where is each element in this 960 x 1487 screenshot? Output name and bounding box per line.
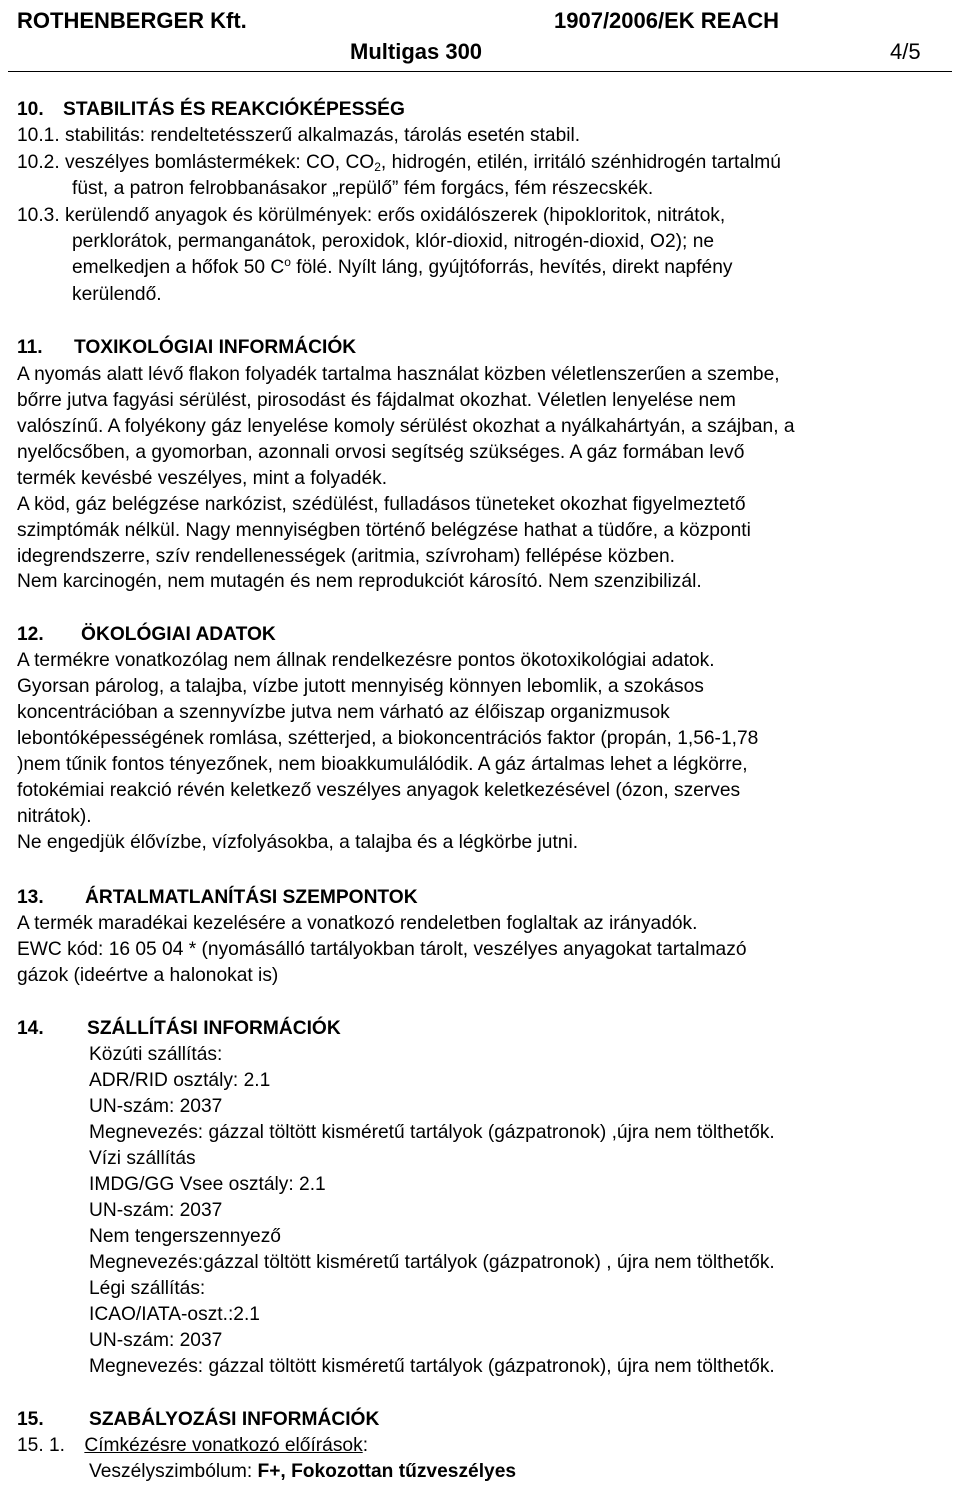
section-title: ÖKOLÓGIAI ADATOK — [81, 624, 276, 645]
text-run: 10.2. veszélyes bomlástermékek: CO, CO — [17, 152, 375, 173]
section-number: 11. — [17, 337, 43, 358]
section-12-heading — [17, 623, 276, 647]
regulation-ref: 1907/2006/EK REACH — [554, 8, 780, 33]
body-line: valószínű. A folyékony gáz lenyelése komoly sérülést okozhat a nyálkahártyán, a szájban, a — [17, 416, 795, 437]
paragraph-10-3-cont — [72, 256, 733, 280]
section-number: 15. — [17, 1409, 44, 1430]
transport-line: UN-szám: 2037 — [89, 1096, 223, 1117]
paragraph-10-1: 10.1. stabilitás: rendeltetésszerű alkalmazás, tárolás esetén stabil. — [17, 125, 581, 146]
body-line: bőrre jutva fagyási sérülést, pirosodást és fájdalmat okozhat. Véletlen lenyelése nem — [17, 390, 736, 411]
transport-line: Közúti szállítás: — [89, 1044, 223, 1065]
transport-line: Megnevezés:gázzal töltött kisméretű tartályok (gázpatronok) , újra nem tölthetők. — [89, 1252, 775, 1273]
section-title: TOXIKOLÓGIAI INFORMÁCIÓK — [73, 337, 357, 358]
company-name: ROTHENBERGER Kft. — [17, 8, 247, 33]
body-line: lebontóképességének romlása, szétterjed, a biokoncentrációs faktor (propán, 1,56-1,78 — [17, 728, 759, 749]
section-title: ÁRTALMATLANÍTÁSI SZEMPONTOK — [85, 887, 418, 908]
transport-line: UN-szám: 2037 — [89, 1330, 223, 1351]
body-line: idegrendszerre, szív rendellenességek (aritmia, szívroham) fellépése közben. — [17, 546, 676, 567]
section-number: 10. — [17, 99, 44, 120]
body-line: gázok (ideértve a halonokat is) — [17, 965, 279, 986]
body-line: Ne engedjük élővízbe, vízfolyásokba, a talajba és a légkörbe jutni. — [17, 832, 579, 853]
body-line: koncentrációban a szennyvízbe jutva nem várható az élőiszap organizmusok — [17, 702, 670, 723]
subscript: 2 — [374, 160, 381, 174]
body-line: nyelőcsőben, a gyomorban, azonnali orvosi segítség szükséges. A gáz formában levő — [17, 442, 745, 463]
subsection-title: Címkézésre vonatkozó előírások — [84, 1435, 363, 1456]
transport-line: Megnevezés: gázzal töltött kisméretű tartályok (gázpatronok), újra nem tölthetők. — [89, 1356, 775, 1377]
transport-line: Megnevezés: gázzal töltött kisméretű tartályok (gázpatronok) ,újra nem tölthetők. — [89, 1122, 775, 1143]
body-line: A köd, gáz belégzése narkózist, szédülést, fulladásos tüneteket okozhat figyelmeztető — [17, 494, 746, 515]
text-run: fölé. Nyílt láng, gyújtóforrás, hevítés, direkt napfény — [290, 257, 733, 278]
text-run: emelkedjen a hőfok 50 C — [72, 257, 285, 278]
transport-line: ADR/RID osztály: 2.1 — [89, 1070, 271, 1091]
section-title: SZABÁLYOZÁSI INFORMÁCIÓK — [89, 1409, 380, 1430]
transport-line: IMDG/GG Vsee osztály: 2.1 — [89, 1174, 326, 1195]
body-line: fotokémiai reakció révén keletkező veszélyes anyagok keletkezésével (ózon, szerves — [17, 780, 741, 801]
section-title: SZÁLLÍTÁSI INFORMÁCIÓK — [87, 1018, 341, 1039]
transport-line: ICAO/IATA-oszt.:2.1 — [89, 1304, 260, 1325]
body-line: Gyorsan párolog, a talajba, vízbe jutott mennyiség könnyen lebomlik, a szokásos — [17, 676, 704, 697]
transport-line: UN-szám: 2037 — [89, 1200, 223, 1221]
hazard-symbol-value: F+, Fokozottan tűzveszélyes — [257, 1461, 517, 1482]
body-line: termék kevésbé veszélyes, mint a folyadék. — [17, 468, 388, 489]
body-line: Nem karcinogén, nem mutagén és nem reprodukciót károsító. Nem szenzibilizál. — [17, 571, 702, 592]
paragraph-10-3: 10.3. kerülendő anyagok és körülmények: erős oxidálószerek (hipokloritok, nitrátok, — [17, 205, 726, 226]
body-line: )nem tűnik fontos tényezőnek, nem bioakkumulálódik. A gáz ártalmas lehet a légkörre, — [17, 754, 748, 775]
paragraph-10-3-cont: kerülendő. — [72, 284, 162, 305]
section-15-heading — [17, 1408, 379, 1432]
section-10-heading — [17, 98, 405, 122]
superscript: o — [284, 255, 291, 269]
section-14-heading — [17, 1017, 341, 1041]
text-run: , hidrogén, etilén, irritáló szénhidrogén tartalmú — [380, 152, 781, 173]
hazard-symbol-label: Veszélyszimbólum: — [89, 1461, 258, 1482]
section-13-heading — [17, 886, 418, 910]
subsection-15-1 — [17, 1434, 368, 1458]
paragraph-10-2 — [17, 151, 781, 175]
body-line: A termék maradékai kezelésére a vonatkozó rendeletben foglaltak az irányadók. — [17, 913, 698, 934]
body-line: EWC kód: 16 05 04 * (nyomásálló tartályokban tárolt, veszélyes anyagokat tartalmazó — [17, 939, 747, 960]
section-number: 12. — [17, 624, 44, 645]
subsection-number: 15. 1. — [17, 1435, 66, 1456]
transport-line: Légi szállítás: — [89, 1278, 206, 1299]
section-11-heading — [17, 336, 356, 360]
transport-line: Nem tengerszennyező — [89, 1226, 281, 1247]
header-divider — [8, 71, 952, 72]
page-number: 4/5 — [890, 39, 921, 64]
body-line: nitrátok). — [17, 806, 92, 827]
body-line: A nyomás alatt lévő flakon folyadék tartalma használat közben véletlenszerűen a szembe, — [17, 364, 780, 385]
body-line: A termékre vonatkozólag nem állnak rendelkezésre pontos ökotoxikológiai adatok. — [17, 650, 715, 671]
paragraph-10-2-cont: füst, a patron felrobbanásakor „repülő” fém forgács, fém részecskék. — [72, 178, 654, 199]
subsection-colon: : — [362, 1435, 369, 1456]
product-name: Multigas 300 — [350, 39, 483, 64]
section-number: 14. — [17, 1018, 44, 1039]
transport-line: Vízi szállítás — [89, 1148, 196, 1169]
section-title: STABILITÁS ÉS REAKCIÓKÉPESSÉG — [63, 99, 405, 120]
paragraph-10-3-cont: perklorátok, permanganátok, peroxidok, klór-dioxid, nitrogén-dioxid, O2); ne — [72, 231, 715, 252]
body-line: szimptómák nélkül. Nagy mennyiségben történő belégzése hathat a tüdőre, a központi — [17, 520, 751, 541]
section-number: 13. — [17, 887, 44, 908]
hazard-symbol-line — [89, 1460, 516, 1484]
